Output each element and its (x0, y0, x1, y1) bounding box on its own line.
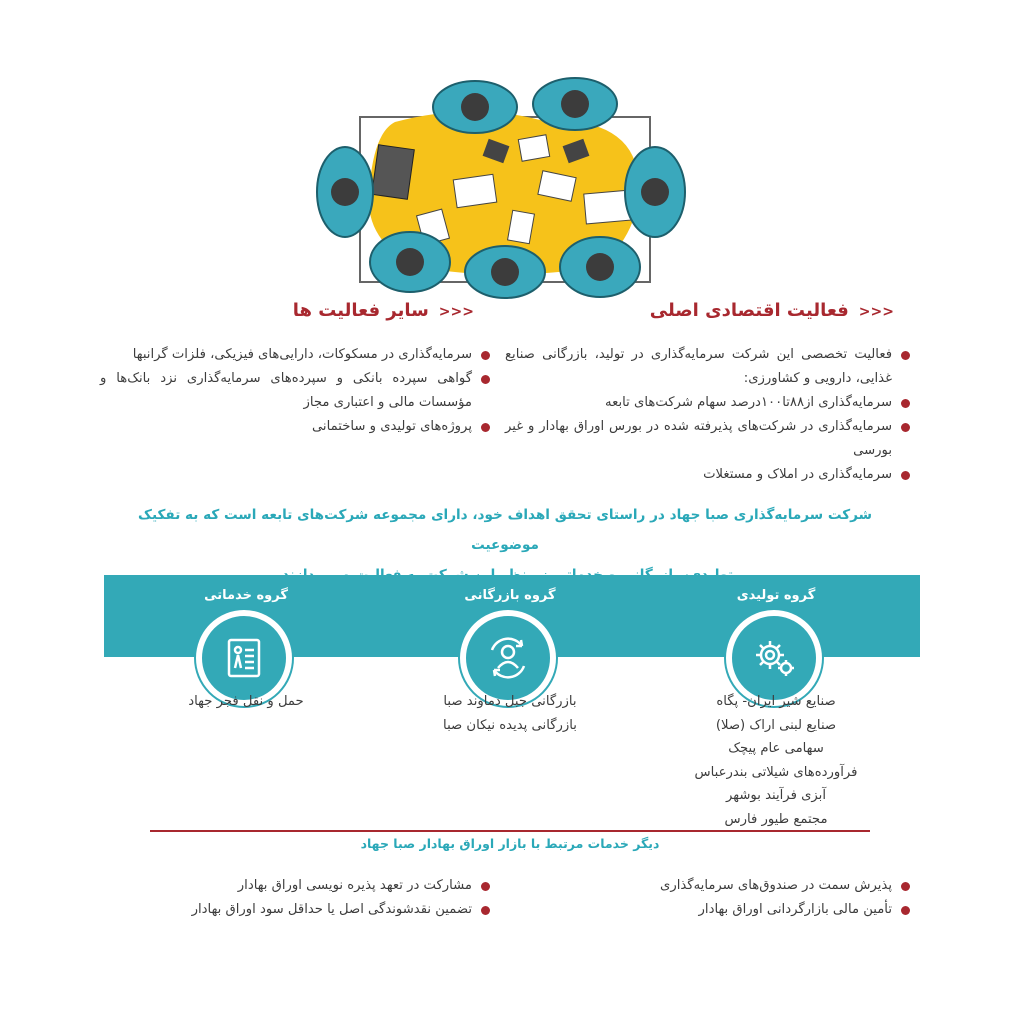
list-item: سرمایه‌گذاری در شرکت‌های پذیرفته شده در بورس اوراق بهادار و غیر بورسی (505, 415, 910, 463)
production-group-title: گروه تولیدی (736, 588, 816, 603)
list-item: صنایع لبنی اراک (صلا) (715, 717, 837, 733)
main-activities-title (650, 300, 894, 321)
main-activities-list (505, 343, 910, 487)
list-item: سرمایه‌گذاری در مسکوکات، دارایی‌های فیزیکی، فلزات گرانبها (100, 343, 490, 367)
list-item: سهامی عام پیچک (728, 741, 824, 757)
gears-icon (744, 628, 804, 688)
list-item: تضمین نقدشوندگی اصل یا حداقل سود اوراق بهادار (140, 898, 490, 922)
section-divider (150, 830, 870, 832)
main-activities-title-text: فعالیت اقتصادی اصلی (649, 300, 849, 321)
list-item: سرمایه‌گذاری در املاک و مستغلات (505, 463, 910, 487)
other-activities-title (293, 300, 474, 321)
list-item: صنایع شیر ایران- پگاه (716, 694, 836, 709)
list-item: بازرگانی پدیده نیکان صبا (443, 717, 577, 733)
list-item: آبزی فرآیند بوشهر (725, 788, 827, 804)
meeting-illustration (300, 62, 700, 302)
chevrons-icon: <<< (858, 304, 894, 320)
list-item: پروژه‌های تولیدی و ساختمانی (100, 415, 490, 439)
list-item: حمل و نقل فجر جهاد (188, 694, 304, 709)
list-item: فرآورده‌های شیلاتی بندرعباس (694, 764, 858, 780)
other-services-title: دیگر خدمات مرتبط با بازار اوراق بهادار صبا جهاد (360, 836, 660, 851)
commerce-items (400, 690, 620, 737)
services-group-title: گروه خدماتی (204, 588, 288, 603)
other-activities-list (100, 343, 490, 439)
list-item: پذیرش سمت در صندوق‌های سرمایه‌گذاری (600, 874, 910, 898)
chevrons-icon: <<< (438, 304, 474, 320)
list-item: سرمایه‌گذاری از۸۸تا۱۰۰درصد سهام شرکت‌های تابعه (505, 391, 910, 415)
list-item: فعالیت تخصصی این شرکت سرمایه‌گذاری در تولید، بازرگانی صنایع غذایی، دارویی و کشاورزی: (505, 343, 910, 391)
list-item: مشارکت در تعهد پذیره نویسی اوراق بهادار (140, 874, 490, 898)
list-item: گواهی سپرده بانکی و سپرده‌های سرمایه‌گذاری نزد بانک‌ها و مؤسسات مالی و اعتباری مجاز (100, 367, 490, 415)
other-services-right-list (600, 874, 910, 922)
list-item: تأمین مالی بازارگردانی اوراق بهادار (600, 898, 910, 922)
commerce-group-title: گروه بازرگانی (464, 588, 556, 603)
list-item: مجتمع طیور فارس (724, 811, 828, 827)
person-cycle-icon (478, 628, 538, 688)
production-items (666, 690, 886, 832)
services-items (136, 690, 356, 714)
other-activities-title-text: سایر فعالیت ها (292, 300, 429, 321)
list-item: بازرگانی جبل دماوند صبا (443, 694, 577, 709)
id-document-icon (214, 628, 274, 688)
other-services-left-list (140, 874, 490, 922)
intro-line-1: شرکت سرمایه‌گذاری صبا جهاد در راستای تحقق اهداف خود، دارای مجموعه شرکت‌های تابعه است که به تفکیک موضوعیت (138, 507, 872, 553)
